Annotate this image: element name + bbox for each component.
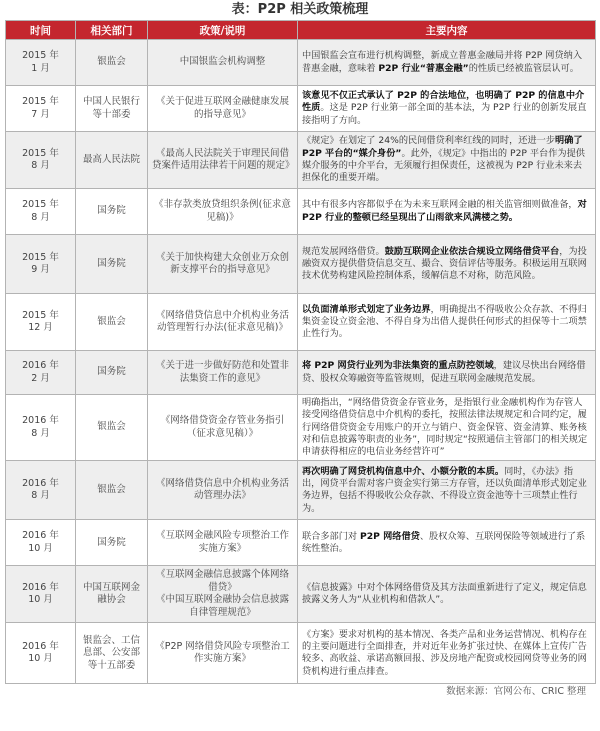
content-text: 《规定》在划定了 24%的民间借贷利率红线的同时，还进一步 bbox=[302, 135, 556, 147]
content-text: 《信息披露》中对个体网络借贷及其方法面重新进行了定义，规定信息披露义务人为“从业机构和借款人”。 bbox=[302, 582, 587, 606]
row-content bbox=[298, 566, 596, 623]
table-row bbox=[6, 235, 596, 294]
row-time: 2016 年 2 月 bbox=[6, 351, 76, 395]
content-text: 其中有很多内容都似乎在为未来互联网金融的相关监管细则做准备， bbox=[302, 199, 578, 211]
row-content bbox=[298, 235, 596, 294]
content-highlight: 将 P2P 网贷行业列为非法集资的重点防控领域 bbox=[302, 360, 494, 372]
content-text: 。这是 P2P 行业第一部全面的基本法，为 P2P 行业的创新发展直接指明了方向。 bbox=[302, 102, 587, 126]
content-text: 的性质已经被监管层认可。 bbox=[468, 62, 579, 74]
content-text: 明确指出，“网络借贷资金存管业务，是指银行业金融机构作为存管人接受网络借贷信息中介机构的委托，按照法律法规规定和合同约定，履行网络借贷资金专用账户的开立与销户、资金保管、资金清算、账务核对和信息披露等职责的业务”，同时规定“按照通信主管部门的相关规定申请获得相应的电信业务经营许可” bbox=[302, 397, 588, 458]
content-text: 规范发展网络借贷。 bbox=[302, 245, 385, 257]
row-time: 2016 年 8 月 bbox=[6, 461, 76, 520]
row-time: 2015 年 7 月 bbox=[6, 86, 76, 132]
table-header-row bbox=[6, 21, 596, 40]
content-text: ，明确提出不得吸收公众存款、不得归集资金设立资金池、不得自身为出借人提供任何形式的担保等十二项禁止性行为。 bbox=[302, 303, 587, 340]
row-time: 2015 年 8 月 bbox=[6, 132, 76, 189]
row-policy: 《关于进一步做好防范和处置非法集资工作的意见》 bbox=[148, 351, 298, 395]
row-time: 2016 年 10 月 bbox=[6, 566, 76, 623]
row-content bbox=[298, 40, 596, 86]
row-content bbox=[298, 86, 596, 132]
data-source: 数据来源：官网公布、CRIC 整理 bbox=[446, 686, 586, 698]
row-content bbox=[298, 461, 596, 520]
row-policy: 《网络借贷信息中介机构业务活动管理办法》 bbox=[148, 461, 298, 520]
content-text: 中国银监会宣布进行机构调整，新成立普惠金融局并将 P2P 网贷纳入普惠金融，意味着 bbox=[302, 50, 583, 74]
table-row bbox=[6, 294, 596, 351]
row-content bbox=[298, 351, 596, 395]
row-policy: 《P2P 网络借贷风险专项整治工作实施方案》 bbox=[148, 623, 298, 684]
row-department: 银监会 bbox=[76, 395, 148, 461]
header-dept: 相关部门 bbox=[76, 21, 148, 40]
row-department: 中国人民银行等十部委 bbox=[76, 86, 148, 132]
table-row bbox=[6, 623, 596, 684]
row-time: 2016 年 8 月 bbox=[6, 395, 76, 461]
content-highlight: 明确了 P2P 平台的“媒介身份” bbox=[302, 135, 583, 159]
row-department: 最高人民法院 bbox=[76, 132, 148, 189]
row-policy: 《最高人民法院关于审理民间借贷案件适用法律若干问题的规定》 bbox=[148, 132, 298, 189]
content-text: ，为投融资双方提供借贷信息交互、撮合、资信评估等服务。积极运用互联网技术优势构建风险控制体系，缓解信息不对称，防范风险。 bbox=[302, 245, 587, 282]
row-time: 2015 年 12 月 bbox=[6, 294, 76, 351]
row-policy: 《网络借贷信息中介机构业务活动管理暂行办法(征求意见稿)》 bbox=[148, 294, 298, 351]
content-highlight: P2P 网络借贷 bbox=[360, 530, 420, 542]
content-highlight: 该意见不仅正式承认了 P2P 的合法地位，也明确了 P2P 的信息中介性质 bbox=[302, 90, 585, 114]
content-highlight: 鼓励互联网企业依法合规设立网络借贷平台 bbox=[384, 245, 560, 257]
table-row bbox=[6, 40, 596, 86]
content-highlight: 对 P2P 行业的整顿已经呈现出了山雨欲来风满楼之势。 bbox=[302, 199, 587, 223]
row-policy: 《关于加快构建大众创业万众创新支撑平台的指导意见》 bbox=[148, 235, 298, 294]
table-row bbox=[6, 86, 596, 132]
row-department: 国务院 bbox=[76, 189, 148, 235]
row-time: 2015 年 1 月 bbox=[6, 40, 76, 86]
row-department: 国务院 bbox=[76, 520, 148, 566]
row-time: 2016 年 10 月 bbox=[6, 520, 76, 566]
row-policy: 《互联网金融风险专项整治工作实施方案》 bbox=[148, 520, 298, 566]
table-row bbox=[6, 566, 596, 623]
row-department: 中国互联网金融协会 bbox=[76, 566, 148, 623]
table-row bbox=[6, 395, 596, 461]
row-time: 2015 年 8 月 bbox=[6, 189, 76, 235]
row-content bbox=[298, 132, 596, 189]
content-text: 同时，《办法》指出，网贷平台需对客户资金实行第三方存管，还以负面清单形式划定业务边界，包括不得吸收公众存款、不得设立资金池等十三项禁止性行为。 bbox=[302, 465, 587, 514]
row-policy: 《网络借贷资金存管业务指引（征求意见稿）》 bbox=[148, 395, 298, 461]
table-row bbox=[6, 351, 596, 395]
content-highlight: 再次明确了网贷机构信息中介、小额分散的本质。 bbox=[302, 465, 505, 477]
row-time: 2016 年 10 月 bbox=[6, 623, 76, 684]
row-department: 银监会 bbox=[76, 40, 148, 86]
row-policy: 中国银监会机构调整 bbox=[148, 40, 298, 86]
row-content bbox=[298, 623, 596, 684]
content-highlight: 以负面清单形式划定了业务边界 bbox=[302, 303, 431, 315]
row-department: 银监会 bbox=[76, 461, 148, 520]
table-row bbox=[6, 189, 596, 235]
content-text: 《方案》要求对机构的基本情况、各类产品和业务运营情况、机构存在的主要问题进行全面排查，并对近年业务扩张过快、在媒体上宣传广告较多、高收益、承诺高额回报、涉及房地产配资或校园网贷等业务的网贷机构进行重点排查。 bbox=[302, 628, 587, 677]
row-content bbox=[298, 395, 596, 461]
header-time: 时间 bbox=[6, 21, 76, 40]
row-content bbox=[298, 294, 596, 351]
row-content bbox=[298, 189, 596, 235]
row-policy: 《关于促进互联网金融健康发展的指导意见》 bbox=[148, 86, 298, 132]
content-text: 联合多部门对 bbox=[302, 530, 361, 542]
row-policy: 《非存款类放贷组织条例(征求意见稿)》 bbox=[148, 189, 298, 235]
row-time: 2015 年 9 月 bbox=[6, 235, 76, 294]
header-content: 主要内容 bbox=[298, 21, 596, 40]
header-policy: 政策/说明 bbox=[148, 21, 298, 40]
row-department: 银监会、工信息部、公安部等十五部委 bbox=[76, 623, 148, 684]
policy-table bbox=[5, 20, 596, 684]
table-row bbox=[6, 132, 596, 189]
content-text: ，建议尽快出台网络借贷、股权众筹融资等监管规则，促进互联网金融规范发展。 bbox=[302, 360, 586, 384]
content-highlight: P2P 行业“普惠金融” bbox=[378, 62, 469, 74]
table-row bbox=[6, 520, 596, 566]
content-text: 、股权众筹、互联网保险等领域进行了系统性整治。 bbox=[302, 530, 586, 554]
row-policy: 《互联网金融信息披露个体网络借贷》 《中国互联网金融协会信息披露自律管理规范》 bbox=[148, 566, 298, 623]
row-content bbox=[298, 520, 596, 566]
content-text: 。此外，《规定》中指出的 P2P 平台作为提供媒介服务的中介平台，无须履行担保责任，这被视为 P2P 行业未来去担保化的重要开端。 bbox=[302, 147, 585, 184]
table-row bbox=[6, 461, 596, 520]
table-title: 表：P2P 相关政策梳理 bbox=[231, 2, 369, 17]
row-department: 国务院 bbox=[76, 235, 148, 294]
row-department: 国务院 bbox=[76, 351, 148, 395]
row-department: 银监会 bbox=[76, 294, 148, 351]
